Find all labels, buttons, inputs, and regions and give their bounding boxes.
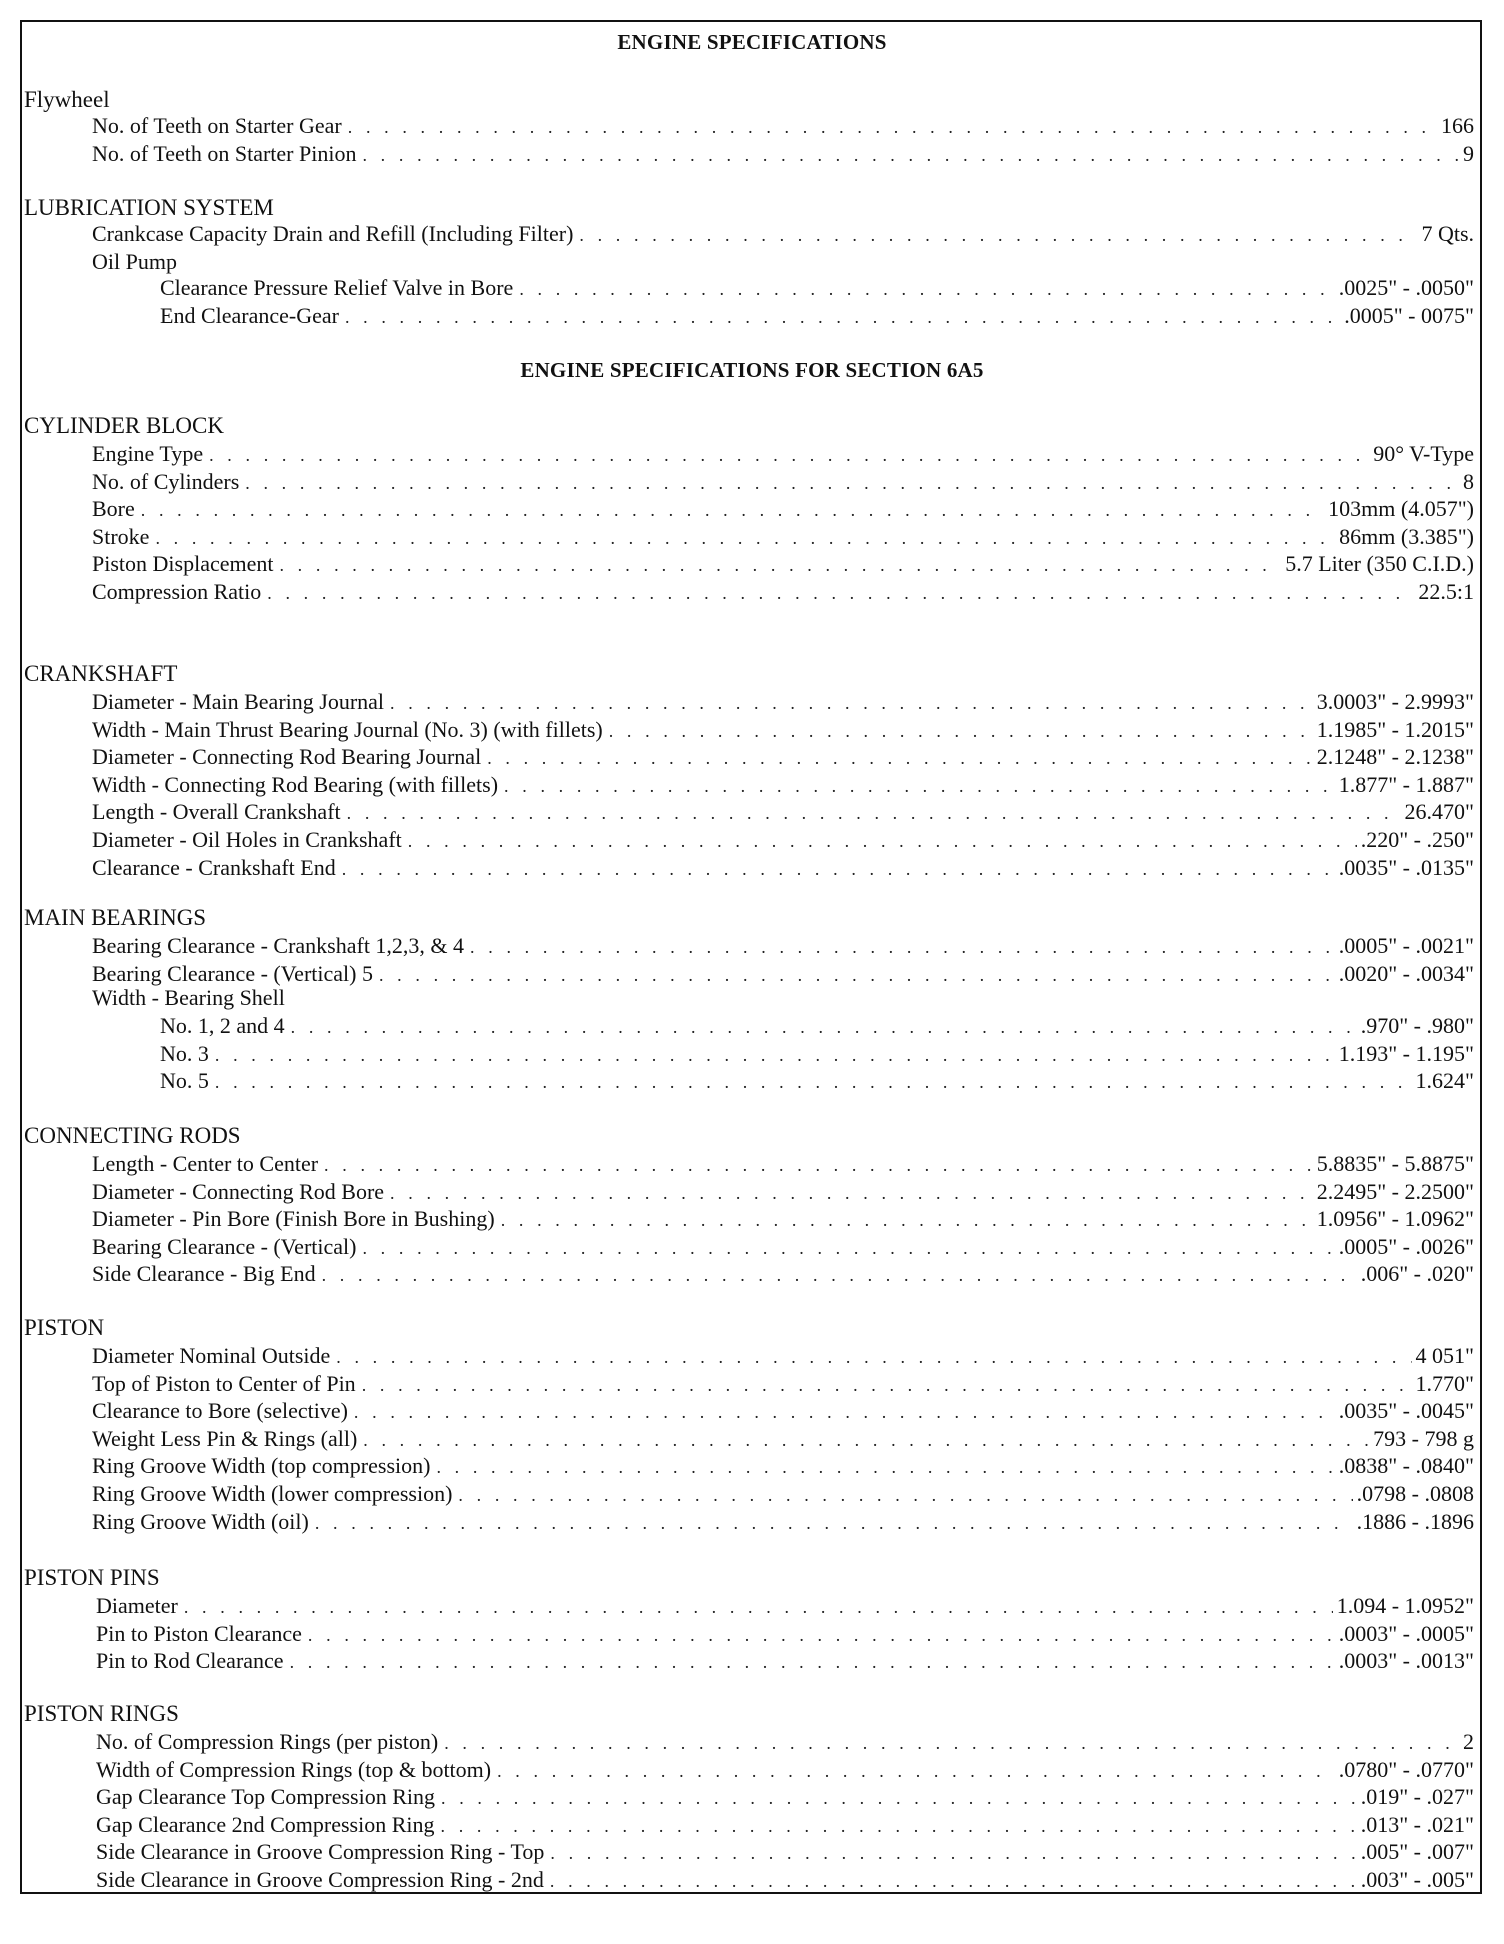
dot-leader bbox=[215, 1042, 1335, 1068]
dot-leader bbox=[342, 856, 1335, 882]
section-heading-connecting-rods: CONNECTING RODS bbox=[24, 1123, 241, 1148]
spec-label: Diameter - Connecting Rod Bearing Journal bbox=[92, 744, 482, 770]
spec-row bbox=[96, 1756, 1474, 1784]
spec-row bbox=[160, 274, 1474, 302]
spec-label: Pin to Piston Clearance bbox=[96, 1620, 302, 1646]
page-title: ENGINE SPECIFICATIONS bbox=[617, 30, 887, 54]
spec-value: 5.7 Liter (350 C.I.D.) bbox=[1285, 551, 1474, 577]
spec-value: .0798 - .0808 bbox=[1356, 1481, 1474, 1506]
dot-leader bbox=[290, 1649, 1335, 1675]
spec-label: Diameter - Connecting Rod Bore bbox=[92, 1178, 385, 1204]
spec-value: 793 - 798 g bbox=[1373, 1425, 1474, 1451]
spec-row bbox=[92, 826, 1474, 854]
spec-value: 1.193" - 1.195" bbox=[1338, 1040, 1474, 1066]
dot-leader bbox=[291, 1014, 1357, 1040]
subheading-oil-pump: Oil Pump bbox=[92, 249, 177, 274]
dot-leader bbox=[245, 470, 1459, 496]
spec-row bbox=[160, 1067, 1474, 1095]
spec-row bbox=[160, 1040, 1474, 1068]
dot-leader bbox=[209, 442, 1369, 468]
spec-label: Diameter bbox=[96, 1593, 178, 1618]
spec-row bbox=[92, 771, 1474, 799]
spec-value: .0035" - .0135" bbox=[1338, 854, 1474, 880]
spec-value: .0003" - .0005" bbox=[1338, 1620, 1474, 1646]
dot-leader bbox=[390, 1180, 1313, 1206]
subheading-width-bearing-shell: Width - Bearing Shell bbox=[92, 985, 285, 1010]
spec-row bbox=[92, 1260, 1474, 1288]
spec-value: .0780" - .0770" bbox=[1338, 1756, 1474, 1782]
spec-label: Side Clearance - Big End bbox=[92, 1261, 316, 1287]
spec-value: 9 bbox=[1463, 141, 1474, 166]
dot-leader bbox=[579, 222, 1417, 248]
spec-value: 4 051" bbox=[1415, 1343, 1474, 1368]
spec-label: Ring Groove Width (top compression) bbox=[92, 1453, 431, 1479]
spec-value: .0005" - .0026" bbox=[1338, 1233, 1474, 1259]
spec-value: .0003" - .0013" bbox=[1338, 1648, 1474, 1674]
spec-row bbox=[92, 1370, 1474, 1398]
spec-label: Top of Piston to Center of Pin bbox=[92, 1370, 356, 1396]
dot-leader bbox=[441, 1813, 1357, 1839]
spec-label: No. of Cylinders bbox=[92, 468, 240, 494]
spec-value: 22.5:1 bbox=[1418, 579, 1474, 604]
dot-leader bbox=[550, 1868, 1357, 1894]
spec-label: Gap Clearance 2nd Compression Ring bbox=[96, 1811, 435, 1837]
spec-value: 2.2495" - 2.2500" bbox=[1316, 1178, 1474, 1204]
dot-leader bbox=[609, 718, 1313, 744]
dot-leader bbox=[458, 1482, 1352, 1508]
dot-leader bbox=[315, 1510, 1353, 1536]
dot-leader bbox=[362, 1372, 1412, 1398]
dot-leader bbox=[215, 1069, 1412, 1095]
spec-value: .013" - .021" bbox=[1360, 1811, 1474, 1837]
spec-row bbox=[92, 495, 1474, 523]
spec-row bbox=[92, 1342, 1474, 1370]
spec-row bbox=[96, 1838, 1474, 1866]
spec-row bbox=[92, 688, 1474, 716]
spec-value: 90° V-Type bbox=[1373, 441, 1474, 466]
spec-row bbox=[96, 1783, 1474, 1811]
spec-value: 166 bbox=[1441, 113, 1474, 138]
spec-value: 86mm (3.385") bbox=[1339, 523, 1474, 549]
spec-value: 2.1248" - 2.1238" bbox=[1316, 744, 1474, 770]
spec-row bbox=[92, 1425, 1474, 1453]
spec-row bbox=[92, 854, 1474, 882]
spec-label: Clearance to Bore (selective) bbox=[92, 1398, 348, 1424]
spec-row bbox=[92, 743, 1474, 771]
spec-row bbox=[92, 932, 1474, 960]
dot-leader bbox=[519, 276, 1334, 302]
spec-row bbox=[96, 1866, 1474, 1894]
spec-value: .0005" - .0021" bbox=[1338, 933, 1474, 958]
dot-leader bbox=[444, 1730, 1459, 1756]
spec-value: .0838" - .0840" bbox=[1338, 1453, 1474, 1479]
spec-row bbox=[92, 112, 1474, 140]
spec-label: No. 3 bbox=[160, 1040, 209, 1066]
spec-value: .0005" - 0075" bbox=[1344, 303, 1474, 328]
spec-label: Width - Main Thrust Bearing Journal (No. 3) (with fillets) bbox=[92, 716, 603, 742]
dot-leader bbox=[436, 1454, 1334, 1480]
dot-leader bbox=[267, 580, 1414, 606]
spec-label: No. of Teeth on Starter Pinion bbox=[92, 141, 357, 166]
spec-row bbox=[92, 716, 1474, 744]
dot-leader bbox=[362, 1235, 1334, 1261]
spec-value: .220" - .250" bbox=[1360, 827, 1474, 852]
spec-label: Crankcase Capacity Drain and Refill (Including Filter) bbox=[92, 221, 574, 246]
spec-row bbox=[92, 440, 1474, 468]
dot-leader bbox=[347, 800, 1401, 826]
spec-value: .019" - .027" bbox=[1360, 1784, 1474, 1810]
dot-leader bbox=[336, 1344, 1411, 1370]
spec-row bbox=[92, 523, 1474, 551]
spec-label: Side Clearance in Groove Compression Ring - 2nd bbox=[96, 1867, 544, 1892]
spec-row bbox=[92, 1508, 1474, 1536]
spec-value: 8 bbox=[1463, 468, 1474, 494]
dot-leader bbox=[362, 142, 1459, 168]
spec-row bbox=[96, 1592, 1474, 1620]
dot-leader bbox=[322, 1262, 1357, 1288]
spec-row bbox=[92, 1480, 1474, 1508]
spec-label: Length - Overall Crankshaft bbox=[92, 799, 341, 825]
dot-leader bbox=[501, 1207, 1313, 1233]
spec-label: Clearance - Crankshaft End bbox=[92, 854, 336, 880]
spec-value: 2 bbox=[1463, 1729, 1474, 1754]
spec-label: Length - Center to Center bbox=[92, 1151, 319, 1176]
dot-leader bbox=[279, 552, 1281, 578]
spec-value: .0025" - .0050" bbox=[1338, 275, 1474, 300]
spec-label: Compression Ratio bbox=[92, 579, 262, 604]
spec-label: Ring Groove Width (lower compression) bbox=[92, 1481, 453, 1506]
dot-leader bbox=[348, 114, 1437, 140]
spec-label: No. 5 bbox=[160, 1068, 209, 1094]
dot-leader bbox=[441, 1785, 1357, 1811]
spec-row bbox=[92, 1178, 1474, 1206]
section-heading-piston-pins: PISTON PINS bbox=[24, 1565, 160, 1590]
spec-value: 5.8835" - 5.8875" bbox=[1316, 1151, 1474, 1176]
dot-leader bbox=[379, 962, 1335, 988]
spec-label: Clearance Pressure Relief Valve in Bore bbox=[160, 275, 514, 300]
dot-leader bbox=[363, 1427, 1369, 1453]
dot-leader bbox=[504, 773, 1335, 799]
dot-leader bbox=[155, 525, 1335, 551]
dot-leader bbox=[408, 828, 1357, 854]
dot-leader bbox=[390, 690, 1313, 716]
spec-value: 1.0956" - 1.0962" bbox=[1316, 1206, 1474, 1232]
dot-leader bbox=[345, 304, 1340, 330]
spec-label: Piston Displacement bbox=[92, 551, 274, 577]
dot-leader bbox=[550, 1840, 1356, 1866]
spec-label: Bearing Clearance - (Vertical) 5 bbox=[92, 960, 373, 986]
section-title: ENGINE SPECIFICATIONS FOR SECTION 6A5 bbox=[520, 358, 984, 382]
spec-label: Pin to Rod Clearance bbox=[96, 1648, 284, 1674]
spec-value: 1.094 - 1.0952" bbox=[1336, 1593, 1474, 1618]
spec-value: 7 Qts. bbox=[1421, 221, 1474, 246]
spec-value: 26.470" bbox=[1404, 799, 1474, 825]
dot-leader bbox=[324, 1152, 1313, 1178]
spec-label: No. of Teeth on Starter Gear bbox=[92, 113, 342, 138]
spec-value: 1.877" - 1.887" bbox=[1338, 771, 1474, 797]
spec-value: 1.770" bbox=[1415, 1370, 1474, 1396]
spec-label: Stroke bbox=[92, 523, 150, 549]
spec-label: Weight Less Pin & Rings (all) bbox=[92, 1425, 358, 1451]
spec-row bbox=[160, 302, 1474, 330]
spec-value: .1886 - .1896 bbox=[1356, 1508, 1474, 1534]
section-heading-piston: PISTON bbox=[24, 1315, 105, 1340]
spec-row bbox=[92, 1397, 1474, 1425]
dot-leader bbox=[487, 745, 1313, 771]
spec-value: 1.1985" - 1.2015" bbox=[1316, 716, 1474, 742]
spec-row bbox=[96, 1728, 1474, 1756]
spec-value: 1.624" bbox=[1415, 1068, 1474, 1094]
spec-label: Width of Compression Rings (top & bottom) bbox=[96, 1756, 492, 1782]
spec-value: .006" - .020" bbox=[1360, 1261, 1474, 1287]
spec-value: .0020" - .0034" bbox=[1338, 960, 1474, 986]
spec-label: Width - Connecting Rod Bearing (with fillets) bbox=[92, 771, 499, 797]
spec-value: .970" - .980" bbox=[1360, 1013, 1474, 1038]
spec-row bbox=[92, 1452, 1474, 1480]
spec-row bbox=[92, 1233, 1474, 1261]
section-heading-lubrication: LUBRICATION SYSTEM bbox=[24, 195, 274, 220]
section-heading-piston-rings: PISTON RINGS bbox=[24, 1701, 179, 1726]
spec-label: Side Clearance in Groove Compression Ring - Top bbox=[96, 1839, 545, 1865]
spec-value: 103mm (4.057") bbox=[1328, 496, 1474, 522]
section-heading-crankshaft: CRANKSHAFT bbox=[24, 661, 178, 686]
spec-label: Diameter Nominal Outside bbox=[92, 1343, 331, 1368]
spec-row bbox=[92, 578, 1474, 606]
section-heading-flywheel: Flywheel bbox=[24, 87, 110, 112]
spec-label: Gap Clearance Top Compression Ring bbox=[96, 1784, 435, 1810]
spec-row bbox=[96, 1811, 1474, 1839]
spec-label: Ring Groove Width (oil) bbox=[92, 1508, 309, 1534]
section-heading-cylinder-block: CYLINDER BLOCK bbox=[24, 413, 224, 438]
spec-row bbox=[92, 960, 1474, 988]
spec-value: 3.0003" - 2.9993" bbox=[1316, 689, 1474, 714]
spec-row bbox=[96, 1647, 1474, 1675]
spec-label: Diameter - Pin Bore (Finish Bore in Bushing) bbox=[92, 1206, 495, 1232]
section-heading-main-bearings: MAIN BEARINGS bbox=[24, 905, 207, 930]
spec-row bbox=[160, 1012, 1474, 1040]
spec-label: Bearing Clearance - Crankshaft 1,2,3, & 4 bbox=[92, 933, 465, 958]
dot-leader bbox=[184, 1594, 1333, 1620]
spec-label: Diameter - Oil Holes in Crankshaft bbox=[92, 827, 402, 852]
spec-label: No. 1, 2 and 4 bbox=[160, 1013, 285, 1038]
spec-label: Bore bbox=[92, 496, 135, 522]
spec-value: .003" - .005" bbox=[1360, 1867, 1474, 1892]
spec-row bbox=[96, 1620, 1474, 1648]
spec-row bbox=[92, 798, 1474, 826]
spec-row bbox=[92, 1205, 1474, 1233]
spec-label: End Clearance-Gear bbox=[160, 303, 339, 328]
dot-leader bbox=[354, 1399, 1335, 1425]
dot-leader bbox=[470, 934, 1335, 960]
spec-row bbox=[92, 220, 1474, 248]
spec-row bbox=[92, 468, 1474, 496]
dot-leader bbox=[141, 497, 1324, 523]
spec-label: Bearing Clearance - (Vertical) bbox=[92, 1233, 357, 1259]
spec-value: .005" - .007" bbox=[1360, 1839, 1474, 1865]
spec-row bbox=[92, 140, 1474, 168]
spec-label: Engine Type bbox=[92, 441, 204, 466]
spec-row bbox=[92, 550, 1474, 578]
spec-value: .0035" - .0045" bbox=[1338, 1398, 1474, 1424]
spec-label: Diameter - Main Bearing Journal bbox=[92, 689, 385, 714]
dot-leader bbox=[497, 1758, 1335, 1784]
spec-row bbox=[92, 1150, 1474, 1178]
spec-label: No. of Compression Rings (per piston) bbox=[96, 1729, 439, 1754]
dot-leader bbox=[308, 1622, 1335, 1648]
